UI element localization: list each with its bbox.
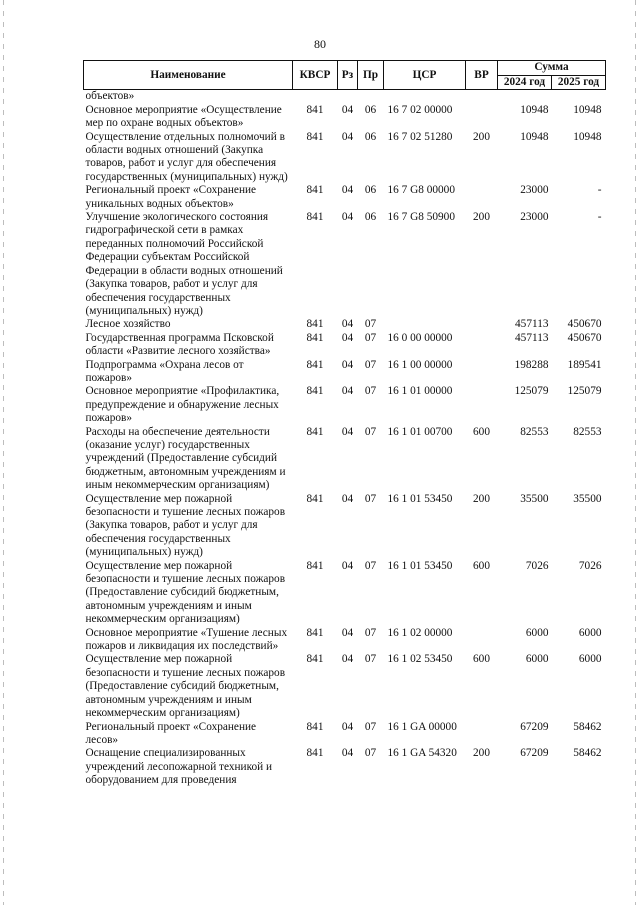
row-name: Оснащение специализированных учреждений лесопожарной техникой и оборудованием для проведения	[85, 747, 273, 787]
row-csr: 16 0 00 00000	[387, 331, 453, 344]
row-pr: 07	[364, 559, 377, 572]
row-sum-2025	[552, 90, 606, 104]
scan-edge-right	[635, 0, 636, 905]
row-pr: 06	[364, 103, 377, 116]
row-rz: 04	[341, 559, 354, 572]
row-rz	[338, 90, 358, 104]
row-kvsr: 841	[306, 358, 324, 371]
row-name: Осуществление мер пожарной безопасности и тушение лесных пожаров (Предоставление субсидий бюджетным, автономным учреждениям и иным некоммерческим организациям)	[85, 653, 286, 720]
table-row	[84, 211, 606, 318]
row-sum-2024: 82553	[520, 425, 549, 438]
row-sum-2025: 58462	[573, 747, 602, 760]
row-sum-2025: 450670	[567, 318, 602, 331]
header-year-2025: 2025 год	[552, 76, 606, 90]
row-sum-2025: 450670	[567, 331, 602, 344]
row-sum-2025: -	[597, 184, 602, 197]
row-sum-2024	[498, 90, 552, 104]
row-vr: 200	[473, 130, 490, 143]
header-vr: ВР	[466, 61, 498, 90]
row-sum-2024: 10948	[520, 103, 549, 116]
row-name: объектов»	[85, 90, 135, 103]
row-pr: 07	[364, 626, 377, 639]
row-csr: 16 7 02 51280	[387, 130, 453, 143]
row-pr	[358, 90, 384, 104]
table-row	[84, 184, 606, 211]
header-year-2024: 2024 год	[498, 76, 552, 90]
row-vr	[466, 90, 498, 104]
row-rz: 04	[341, 492, 354, 505]
table-row	[84, 627, 606, 654]
row-sum-2024: 35500	[520, 492, 549, 505]
row-name: Осуществление отдельных полномочий в области водных отношений (Закупка товаров, работ и услуг для обеспечения государственных (муниципальных) нужд)	[85, 130, 288, 183]
row-rz: 04	[341, 358, 354, 371]
table-row	[84, 318, 606, 331]
row-csr: 16 1 02 00000	[387, 626, 453, 639]
row-csr: 16 7 G8 50900	[387, 211, 455, 224]
row-vr	[466, 385, 498, 425]
row-vr: 200	[473, 747, 490, 760]
table-row	[84, 653, 606, 720]
row-csr: 16 1 02 53450	[387, 653, 453, 666]
row-kvsr: 841	[306, 747, 324, 760]
row-sum-2024: 457113	[515, 318, 549, 331]
row-pr: 07	[364, 318, 377, 331]
row-vr: 600	[473, 653, 490, 666]
table-row	[84, 493, 606, 560]
row-vr: 600	[473, 559, 490, 572]
row-kvsr: 841	[306, 385, 324, 398]
header-pr: Пр	[358, 61, 384, 90]
row-kvsr: 841	[306, 559, 324, 572]
row-vr: 200	[473, 211, 490, 224]
row-csr: 16 1 GA 54320	[387, 747, 457, 760]
row-sum-2024: 7026	[525, 559, 549, 572]
row-kvsr: 841	[306, 492, 324, 505]
row-name: Региональный проект «Сохранение лесов»	[85, 720, 257, 746]
table-body	[84, 90, 606, 788]
page-number: 80	[314, 37, 326, 51]
row-sum-2024: 125079	[514, 385, 549, 398]
row-name: Осуществление мер пожарной безопасности и тушение лесных пожаров (Закупка товаров, работ и услуг для обеспечения государственных (муниципальных) нужд)	[85, 492, 286, 559]
row-rz: 04	[341, 747, 354, 760]
row-pr: 07	[364, 720, 377, 733]
row-pr: 06	[364, 130, 377, 143]
header-sum: Сумма	[498, 61, 606, 76]
row-vr	[466, 184, 498, 211]
row-sum-2025: 6000	[578, 626, 602, 639]
table-row	[84, 385, 606, 425]
row-pr: 07	[364, 425, 377, 438]
row-vr	[466, 359, 498, 386]
table-row	[84, 90, 606, 104]
row-rz: 04	[341, 318, 354, 331]
table-row	[84, 747, 606, 787]
row-rz: 04	[341, 211, 354, 224]
row-name: Подпрограмма «Охрана лесов от пожаров»	[85, 358, 244, 384]
header-csr: ЦСР	[384, 61, 466, 90]
table-row	[84, 721, 606, 748]
row-kvsr: 841	[306, 130, 324, 143]
row-sum-2024: 10948	[520, 130, 549, 143]
row-csr: 16 1 00 00000	[387, 358, 453, 371]
row-sum-2025: 6000	[578, 653, 602, 666]
row-vr	[466, 104, 498, 131]
row-rz: 04	[341, 184, 354, 197]
row-kvsr: 841	[306, 211, 324, 224]
row-sum-2025: 82553	[573, 425, 602, 438]
row-rz: 04	[341, 720, 354, 733]
row-sum-2025: 58462	[573, 720, 602, 733]
row-sum-2025: 10948	[573, 130, 602, 143]
row-rz: 04	[341, 385, 354, 398]
row-pr: 06	[364, 211, 377, 224]
row-kvsr: 841	[306, 331, 324, 344]
row-vr: 200	[473, 492, 490, 505]
row-name: Расходы на обеспечение деятельности (оказание услуг) государственных учреждений (Предоставление субсидий бюджетным, автономным учреждениям и иным некоммерческим организациям)	[85, 425, 286, 492]
row-sum-2024: 6000	[525, 626, 549, 639]
row-name: Основное мероприятие «Профилактика, предупреждение и обнаружение лесных пожаров»	[85, 385, 280, 425]
row-name: Осуществление мер пожарной безопасности и тушение лесных пожаров (Предоставление субсидий бюджетным, автономным учреждениям и иным некоммерческим организациям)	[85, 559, 286, 626]
row-pr: 07	[364, 747, 377, 760]
row-csr: 16 7 G8 00000	[387, 184, 455, 197]
row-sum-2024: 23000	[520, 184, 549, 197]
row-rz: 04	[341, 653, 354, 666]
row-csr: 16 7 02 00000	[387, 103, 453, 116]
row-kvsr: 841	[306, 653, 324, 666]
row-csr	[384, 90, 466, 104]
row-pr: 06	[364, 184, 377, 197]
row-rz: 04	[341, 331, 354, 344]
row-rz: 04	[341, 130, 354, 143]
row-sum-2024: 23000	[520, 211, 549, 224]
row-kvsr	[293, 90, 338, 104]
row-pr: 07	[364, 331, 377, 344]
row-kvsr: 841	[306, 720, 324, 733]
row-name: Основное мероприятие «Тушение лесных пожаров и ликвидация их последствий»	[85, 626, 288, 653]
row-kvsr: 841	[306, 626, 324, 639]
row-name: Лесное хозяйство	[85, 318, 171, 331]
header-kvsr: КВСР	[293, 61, 338, 90]
row-name: Региональный проект «Сохранение уникальных водных объектов»	[85, 184, 257, 210]
header-rz: Рз	[338, 61, 358, 90]
row-rz: 04	[341, 425, 354, 438]
table-row	[84, 560, 606, 627]
row-csr: 16 1 01 53450	[387, 492, 453, 505]
table-row	[84, 359, 606, 386]
row-kvsr: 841	[306, 103, 324, 116]
table-row	[84, 104, 606, 131]
row-sum-2024: 6000	[525, 653, 549, 666]
row-sum-2025: -	[597, 211, 602, 224]
row-name: Государственная программа Псковской области «Развитие лесного хозяйства»	[85, 331, 274, 358]
row-name: Основное мероприятие «Осуществление мер по охране водных объектов»	[85, 103, 282, 130]
row-sum-2025: 35500	[573, 492, 602, 505]
row-vr	[466, 332, 498, 359]
row-csr: 16 1 01 00000	[387, 385, 453, 398]
row-vr	[466, 627, 498, 654]
row-csr	[384, 318, 466, 331]
row-vr	[466, 318, 498, 331]
row-pr: 07	[364, 358, 377, 371]
row-vr: 600	[473, 425, 490, 438]
table-row	[84, 332, 606, 359]
row-rz: 04	[341, 626, 354, 639]
row-sum-2024: 198288	[514, 358, 549, 371]
row-vr	[466, 721, 498, 748]
table-header	[84, 61, 606, 90]
table-row	[84, 426, 606, 493]
row-csr: 16 1 GA 00000	[387, 720, 457, 733]
row-sum-2025: 189541	[567, 358, 602, 371]
row-sum-2024: 457113	[515, 331, 549, 344]
row-sum-2025: 125079	[567, 385, 602, 398]
row-sum-2024: 67209	[520, 720, 549, 733]
row-pr: 07	[364, 385, 377, 398]
row-rz: 04	[341, 103, 354, 116]
row-sum-2025: 7026	[578, 559, 602, 572]
row-sum-2025: 10948	[573, 103, 602, 116]
budget-table	[83, 60, 606, 788]
row-name: Улучшение экологического состояния гидрографической сети в рамках переданных полномочий Российской Федерации субъектам Российской Федерации в области водных отношений (Закупка товаров, работ и услуг для обеспечения государственных (муниципальных) нужд)	[85, 211, 283, 317]
row-kvsr: 841	[306, 184, 324, 197]
row-csr: 16 1 01 53450	[387, 559, 453, 572]
header-name: Наименование	[84, 61, 293, 90]
row-pr: 07	[364, 492, 377, 505]
row-pr: 07	[364, 653, 377, 666]
scan-edge-left	[3, 0, 4, 905]
row-csr: 16 1 01 00700	[387, 425, 453, 438]
table-row	[84, 131, 606, 185]
row-kvsr: 841	[306, 425, 324, 438]
row-sum-2024: 67209	[520, 747, 549, 760]
row-kvsr: 841	[306, 318, 324, 331]
